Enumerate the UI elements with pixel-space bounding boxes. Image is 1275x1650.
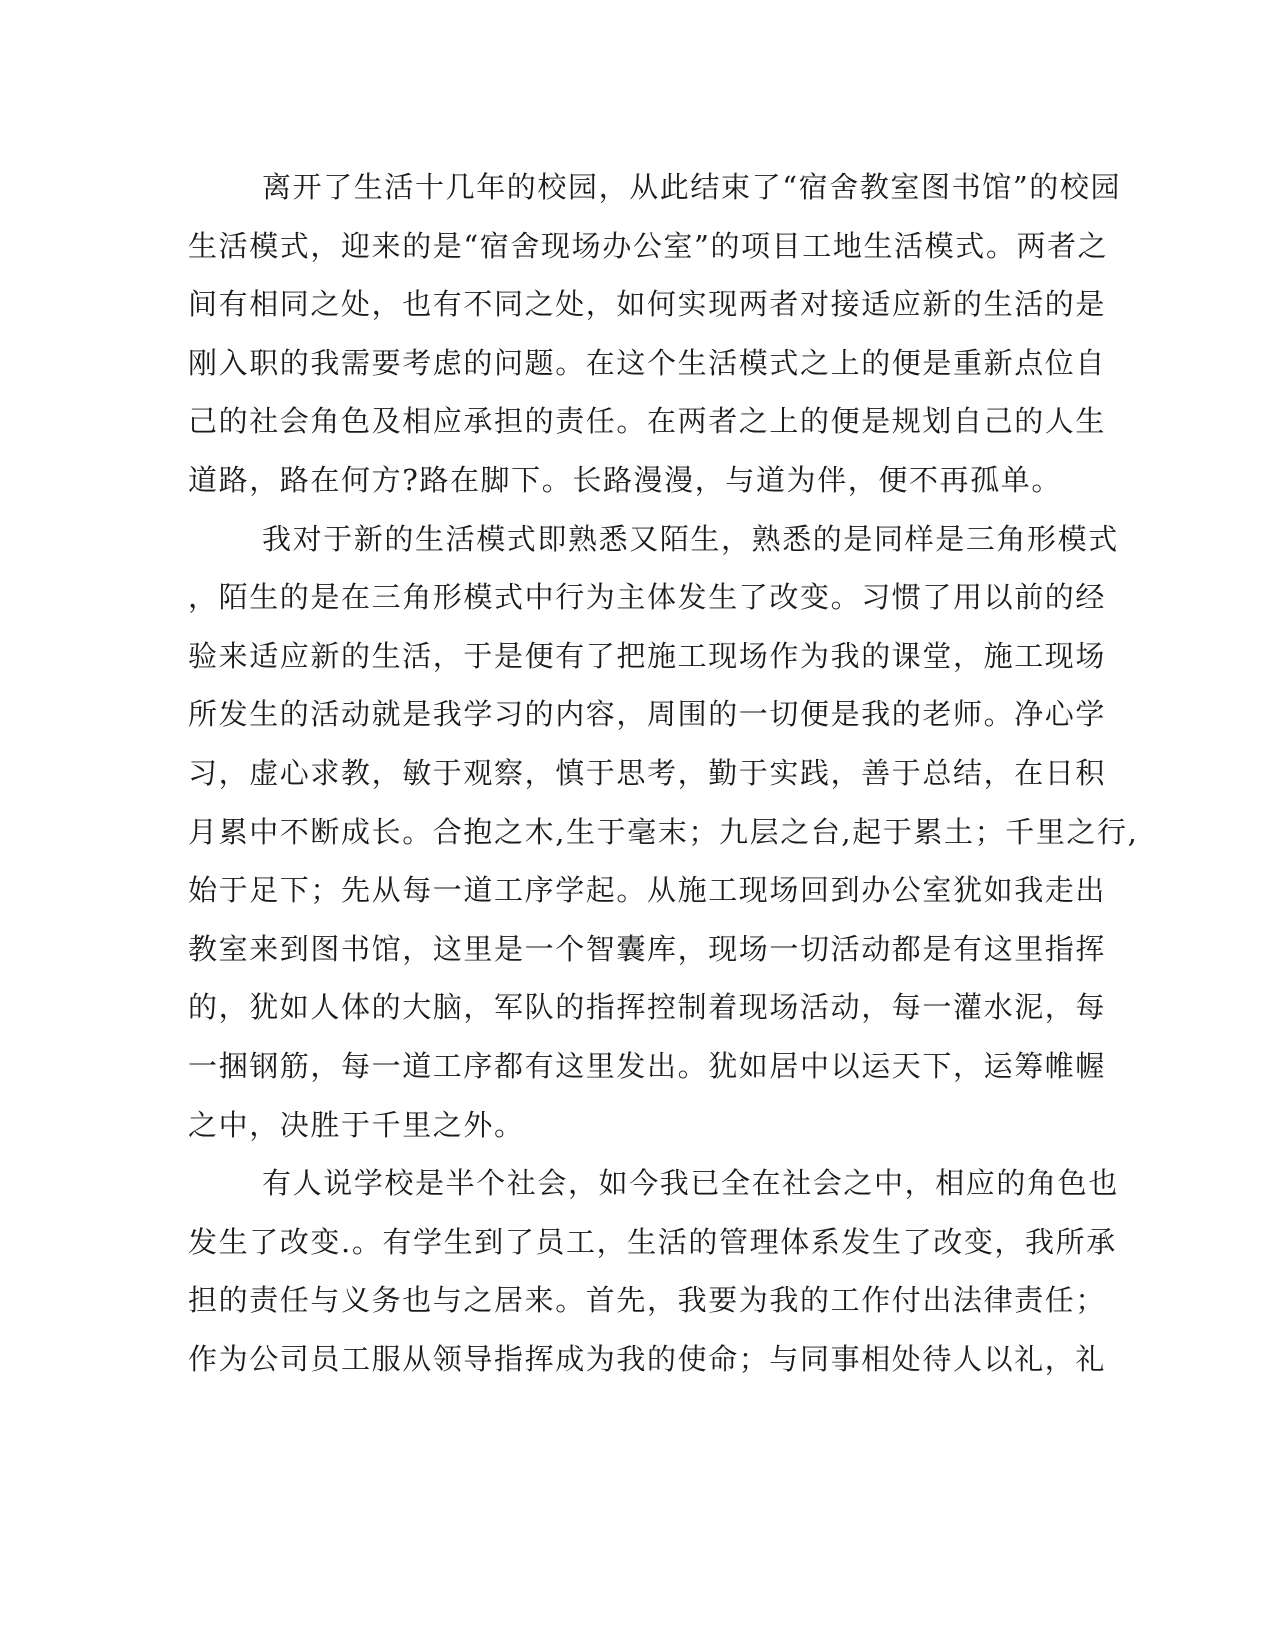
text-line: 我对于新的生活模式即熟悉又陌生，熟悉的是同样是三角形模式 xyxy=(262,521,1119,556)
text-line: 习，虚心求教，敏于观察，慎于思考，勤于实践，善于总结，在日积 xyxy=(188,755,1107,790)
text-line: 生活模式，迎来的是“宿舍现场办公室”的项目工地生活模式。两者之 xyxy=(188,228,1109,263)
text-line: 教室来到图书馆，这里是一个智囊库，现场一切活动都是有这里指挥 xyxy=(188,931,1107,966)
text-line: 的，犹如人体的大脑，军队的指挥控制着现场活动，每一灌水泥，每 xyxy=(188,990,1107,1025)
text-line: 有人说学校是半个社会，如今我已全在社会之中，相应的角色也 xyxy=(262,1166,1119,1201)
text-line: 间有相同之处，也有不同之处，如何实现两者对接适应新的生活的是 xyxy=(188,287,1107,322)
text-line: 担的责任与义务也与之居来。首先，我要为我的工作付出法律责任； xyxy=(188,1283,1107,1318)
text-line: 刚入职的我需要考虑的问题。在这个生活模式之上的便是重新点位自 xyxy=(188,345,1107,380)
text-line: 月累中不断成长。合抱之木,生于毫末；九层之台,起于累土；千里之行, xyxy=(188,814,1139,849)
text-line: 发生了改变.。有学生到了员工，生活的管理体系发生了改变，我所承 xyxy=(188,1224,1117,1259)
text-line: 所发生的活动就是我学习的内容，周围的一切便是我的老师。净心学 xyxy=(188,697,1107,732)
text-line: 己的社会角色及相应承担的责任。在两者之上的便是规划自己的人生 xyxy=(188,404,1107,439)
body-text xyxy=(188,158,1139,1388)
text-line: 始于足下；先从每一道工序学起。从施工现场回到办公室犹如我走出 xyxy=(188,873,1107,908)
text-line: 之中，决胜于千里之外。 xyxy=(188,1107,525,1142)
text-line: ，陌生的是在三角形模式中行为主体发生了改变。习惯了用以前的经 xyxy=(188,580,1107,615)
text-line: 验来适应新的生活，于是便有了把施工现场作为我的课堂，施工现场 xyxy=(188,638,1107,673)
text-line: 一捆钢筋，每一道工序都有这里发出。犹如居中以运天下，运筹帷幄 xyxy=(188,1048,1107,1083)
text-line: 作为公司员工服从领导指挥成为我的使命；与同事相处待人以礼，礼 xyxy=(188,1341,1107,1376)
text-line: 道路，路在何方?路在脚下。长路漫漫，与道为伴，便不再孤单。 xyxy=(188,462,1062,497)
text-line: 离开了生活十几年的校园，从此结束了“宿舍教室图书馆”的校园 xyxy=(262,170,1122,204)
